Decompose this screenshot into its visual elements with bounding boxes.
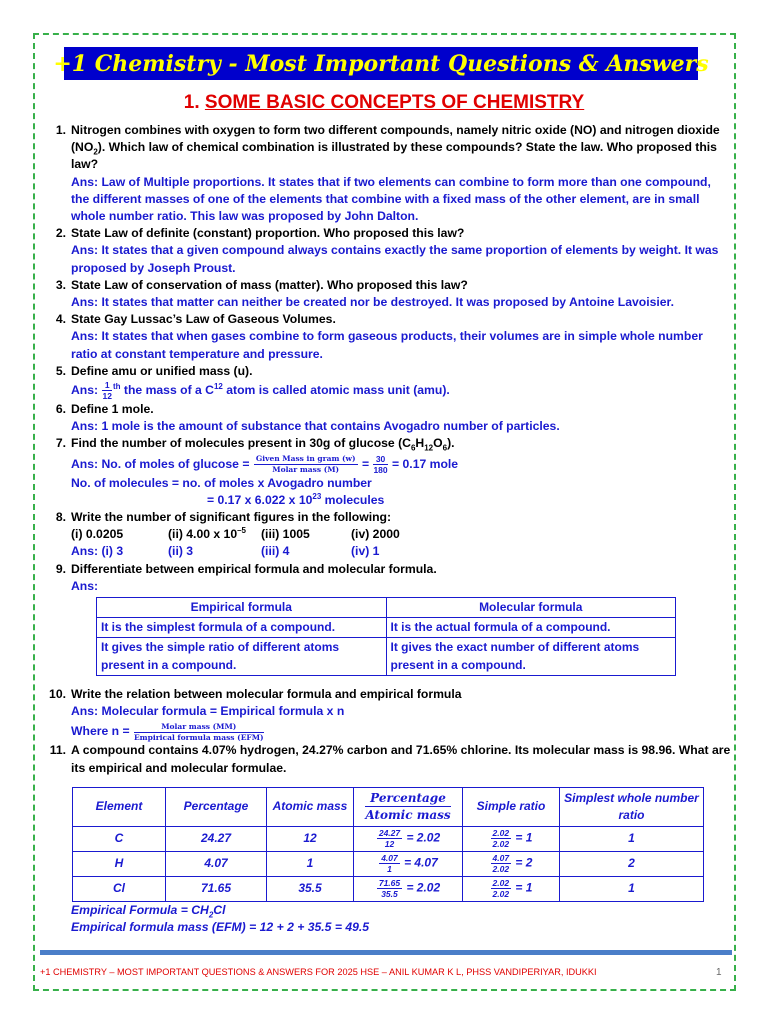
chapter-heading (0, 92, 768, 114)
fraction-numerator: 1 (102, 380, 111, 391)
table-cell: 71.65 (166, 876, 267, 901)
question-number: 8. (55, 510, 66, 525)
fraction (134, 722, 264, 743)
superscript: th (112, 381, 121, 391)
question-number: 3. (55, 277, 66, 292)
question-text: State Law of definite (constant) proportion. Who proposed this law? (71, 226, 465, 241)
fraction-numerator: 4.07 (492, 853, 510, 864)
table-header (354, 787, 463, 826)
answer-text: Ans: It states that when gases combine to form gaseous products, their volumes are in simple whole number ratio at constant temperature and pressure. (71, 329, 703, 361)
question-text: Define 1 mole. (71, 402, 154, 417)
fraction-denominator: 12 (102, 391, 112, 402)
chapter-title: SOME BASIC CONCEPTS OF CHEMISTRY (204, 92, 585, 113)
question-text: ). (447, 436, 455, 451)
question-number: 5. (55, 363, 66, 378)
equals: = (358, 456, 373, 471)
table-cell: 4.07 (166, 851, 267, 876)
sig-fig-answer: (iii) 4 (261, 544, 290, 559)
table-cell: 2 (560, 851, 704, 876)
formula-comparison-table (96, 597, 676, 676)
subscript: 2 (208, 910, 214, 920)
table-cell (354, 851, 463, 876)
subscript: 12 (424, 443, 434, 453)
question-4 (44, 311, 732, 363)
question-number: 9. (55, 561, 66, 576)
footer-rule (40, 950, 732, 955)
answer-text: Ans: It states that matter can neither be created nor be destroyed. It was proposed by Antoine Lavoisier. (71, 295, 674, 310)
page-number: 1 (716, 967, 722, 978)
table-cell: H (73, 851, 166, 876)
table-header: Element (73, 787, 166, 826)
sig-fig-answers (71, 543, 732, 560)
banner-title: +1 Chemistry - Most Important Questions & Answers (53, 50, 709, 77)
fraction-denominator: 180 (373, 464, 388, 475)
table-row (73, 876, 704, 901)
answer-text: = 0.17 x 6.022 x 10 (207, 492, 313, 507)
fraction-denominator: Atomic mass (365, 808, 451, 823)
question-number: 7. (55, 436, 66, 451)
answer-text: Ans: 1 mole is the amount of substance that contains Avogadro number of particles. (71, 419, 560, 434)
answer-line (71, 720, 732, 742)
sig-fig-items (71, 526, 732, 543)
ratio-value: = 2.02 (403, 880, 441, 895)
question-number: 6. (55, 402, 66, 417)
question-text: A compound contains 4.07% hydrogen, 24.27% carbon and 71.65% chlorine. Its molecular mass is 98.96. What are its empirical and molecular formulae. (71, 743, 731, 775)
fraction-numerator: 4.07 (381, 853, 398, 864)
answer-text: Cl (213, 902, 226, 917)
question-number: 2. (55, 226, 66, 241)
table-cell: It gives the simple ratio of different atoms present in a compound. (97, 638, 387, 675)
fraction (491, 878, 512, 899)
question-number: 1. (55, 123, 66, 137)
table-cell: 1 (560, 826, 704, 851)
fraction-numerator: Percentage (365, 790, 450, 807)
fraction (254, 454, 358, 475)
empirical-formula-line (44, 902, 732, 919)
answer-text: atom is called atomic mass unit (amu). (222, 383, 450, 398)
answer-prefix: Ans: No. of moles of glucose = (71, 456, 253, 471)
fraction-numerator: 71.65 (378, 878, 401, 889)
table-row (97, 638, 676, 675)
table-cell: 1 (267, 851, 354, 876)
answer-prefix: Ans: (71, 383, 99, 398)
answer-text: Empirical Formula = CH (71, 902, 209, 917)
fraction (377, 878, 402, 899)
table-header: Simple ratio (463, 787, 560, 826)
table-header-row (73, 787, 704, 826)
table-row (97, 618, 676, 638)
ratio-value: = 1 (512, 830, 533, 845)
title-banner (53, 47, 709, 80)
sig-fig-answer: (ii) 3 (168, 544, 194, 559)
fraction-denominator: 35.5 (381, 889, 398, 900)
question-number: 11. (49, 743, 66, 758)
question-text: Define amu or unified mass (u). (71, 363, 253, 378)
ratio-value: = 2 (512, 855, 533, 870)
ratio-value: = 4.07 (400, 855, 438, 870)
table-cell: It is the actual formula of a compound. (386, 618, 676, 638)
table-cell: C (73, 826, 166, 851)
sig-fig-answer: Ans: (i) 3 (71, 544, 124, 559)
table-cell: 12 (267, 826, 354, 851)
table-row (73, 826, 704, 851)
table-header: Molecular formula (386, 598, 676, 618)
answer-text: Ans: (71, 578, 99, 593)
answer-line (71, 453, 732, 475)
question-text: Find the number of molecules present in 30g of glucose (C (71, 436, 411, 451)
fraction-numerator: Molar mass (MM) (134, 722, 264, 733)
fraction (491, 853, 512, 874)
answer-line (71, 380, 732, 401)
ratio-value: = 1 (512, 880, 533, 895)
superscript: 23 (312, 491, 322, 501)
answer-text: the mass of a C (120, 383, 214, 398)
fraction-numerator: Given Mass in gram (w) (255, 453, 356, 463)
question-text: Write the number of significant figures in the following: (71, 510, 392, 525)
empirical-formula-mass-line: Empirical formula mass (EFM) = 12 + 2 + 35.5 = 49.5 (71, 919, 370, 934)
answer-text: Ans: Law of Multiple proportions. It states that if two elements can combine to form more than one compound, the different masses of one of the elements that combine with a fixed mass of the other element, are in small whole number ratio. This law was proposed by John Dalton. (71, 174, 711, 224)
question-3 (44, 277, 732, 311)
sig-fig-item: (iv) 2000 (351, 527, 400, 542)
table-cell (463, 851, 560, 876)
question-number: 10. (49, 686, 66, 701)
fraction (379, 853, 400, 874)
question-text: Write the relation between molecular formula and empirical formula (71, 686, 462, 701)
superscript: –5 (237, 526, 247, 536)
table-header: Atomic mass (267, 787, 354, 826)
question-text: O (433, 436, 443, 451)
subscript: 6 (410, 443, 416, 453)
table-cell: 1 (560, 876, 704, 901)
fraction-numerator: 2.02 (492, 878, 510, 889)
table-header: Empirical formula (97, 598, 387, 618)
question-text: State Law of conservation of mass (matter). Who proposed this law? (71, 277, 468, 292)
fraction-denominator: 2.02 (492, 889, 510, 900)
table-header: Simplest whole number ratio (560, 787, 704, 826)
fraction (491, 828, 512, 849)
table-cell: It is the simplest formula of a compound. (97, 618, 387, 638)
fraction-denominator: Empirical formula mass (EFM) (133, 732, 264, 742)
question-text: H (415, 436, 425, 451)
answer-text: No. of molecules = no. of moles x Avogadro number (71, 475, 372, 490)
sig-fig-item (168, 526, 261, 543)
fraction-numerator: 30 (373, 454, 387, 465)
chapter-number: 1. (183, 92, 200, 113)
question-10 (44, 686, 732, 742)
table-cell (463, 826, 560, 851)
empirical-formula-table (72, 787, 704, 902)
answer-result: = 0.17 mole (388, 456, 459, 471)
sig-fig-item: (i) 0.0205 (71, 527, 124, 542)
question-6 (44, 401, 732, 435)
fraction-denominator: Molar mass (M) (272, 464, 340, 474)
answer-text: Ans: It states that a given compound always contains exactly the same proportion of elements by weight. It was proposed by Joseph Proust. (71, 243, 719, 275)
table-cell (354, 826, 463, 851)
table-header: Percentage (166, 787, 267, 826)
superscript: 12 (213, 381, 223, 391)
question-7 (44, 435, 732, 509)
table-cell: It gives the exact number of different atoms present in a compound. (386, 638, 676, 675)
question-11 (44, 742, 732, 776)
fraction (102, 380, 111, 401)
ratio-value: = 2.02 (403, 830, 441, 845)
fraction-denominator: 1 (387, 864, 392, 875)
table-row (73, 851, 704, 876)
question-9 (44, 561, 732, 595)
question-1 (44, 122, 732, 225)
question-2 (44, 225, 732, 277)
answer-prefix: Where n = (71, 724, 133, 739)
fraction (377, 828, 402, 849)
question-5 (44, 363, 732, 401)
answer-text: Ans: Molecular formula = Empirical formula x n (71, 704, 345, 719)
sig-fig-value: (ii) 4.00 x 10 (168, 527, 238, 542)
question-text: State Gay Lussac’s Law of Gaseous Volumes. (71, 312, 336, 327)
fraction-denominator: 2.02 (492, 864, 510, 875)
subscript: 6 (442, 443, 448, 453)
sig-fig-answer: (iv) 1 (351, 544, 380, 559)
table-cell (354, 876, 463, 901)
questions-list (44, 122, 732, 936)
fraction-denominator: 2.02 (492, 839, 510, 850)
fraction-numerator: 24.27 (378, 828, 401, 839)
answer-line (71, 492, 732, 509)
fraction-numerator: 2.02 (492, 828, 510, 839)
question-text: ). Which law of chemical combination is illustrated by these compounds? State the law. Who proposed this law? (71, 140, 717, 172)
table-cell: 24.27 (166, 826, 267, 851)
subscript: 2 (93, 147, 98, 157)
fraction-denominator: 12 (384, 839, 395, 850)
answer-text: molecules (321, 492, 385, 507)
question-number: 4. (55, 312, 66, 327)
table-cell: Cl (73, 876, 166, 901)
table-header-row (97, 598, 676, 618)
table-cell: 35.5 (267, 876, 354, 901)
fraction (373, 454, 387, 475)
question-text: Differentiate between empirical formula and molecular formula. (71, 561, 437, 576)
sig-fig-item: (iii) 1005 (261, 527, 310, 542)
table-cell (463, 876, 560, 901)
question-text: Nitrogen combines with oxygen to form two different compounds, namely nitric oxide (NO) and nitrogen dioxide (NO (71, 123, 720, 155)
footer-text: +1 CHEMISTRY – MOST IMPORTANT QUESTIONS & ANSWERS FOR 2025 HSE – ANIL KUMAR K L, PHSS VANDIPERIYAR, IDUKKI (40, 967, 597, 977)
question-8 (44, 509, 732, 561)
